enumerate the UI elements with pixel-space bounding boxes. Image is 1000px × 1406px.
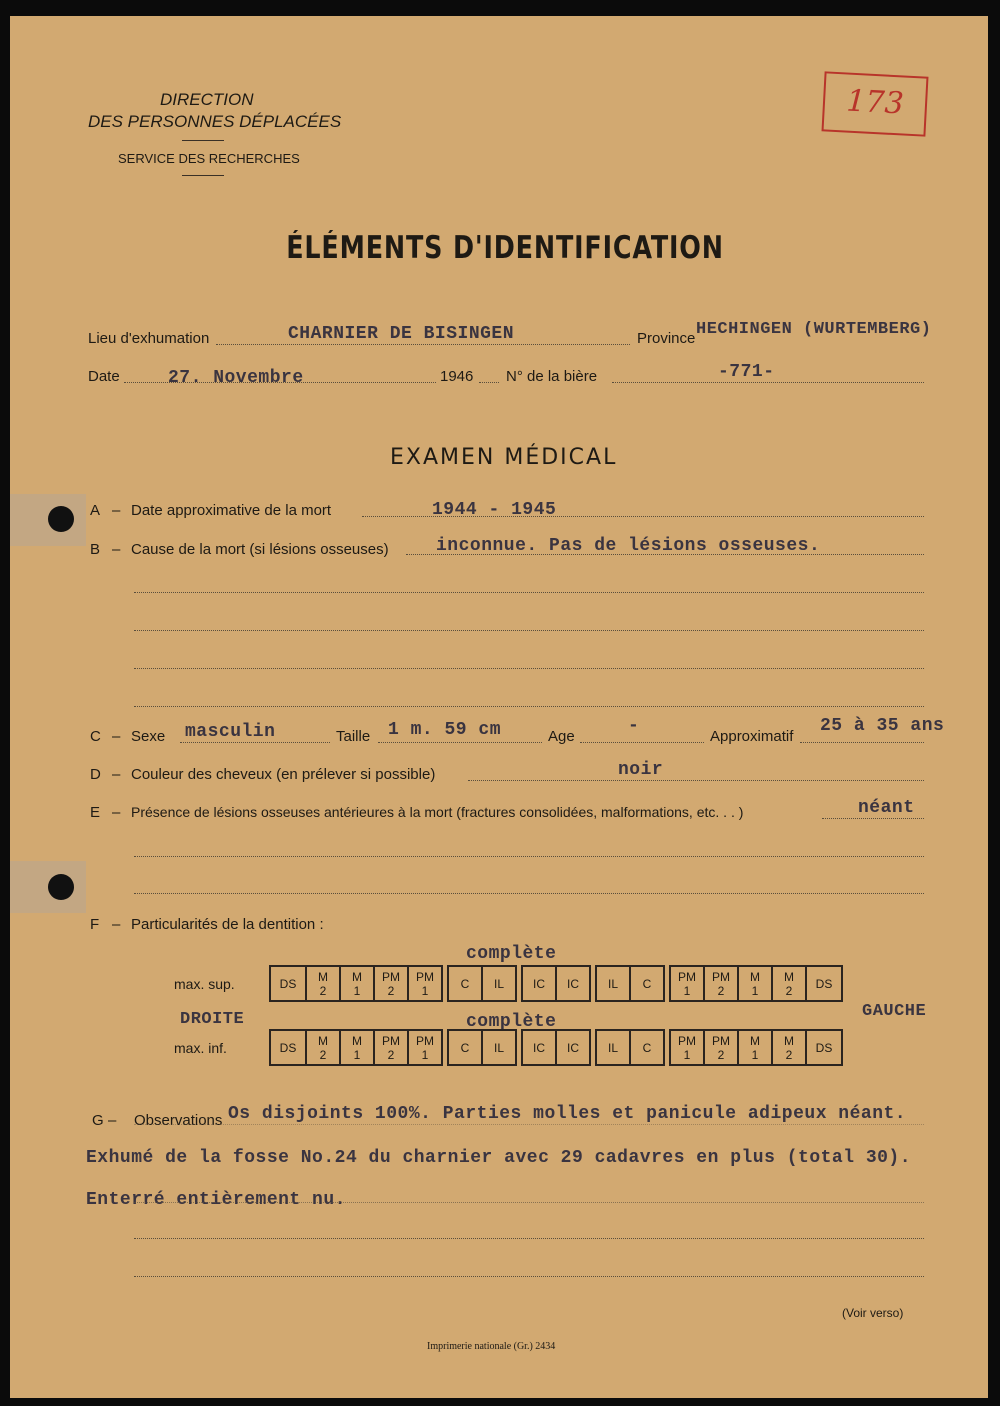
tooth-code: C <box>460 976 470 991</box>
age-dots <box>580 742 704 743</box>
biere-label: N° de la bière <box>506 368 598 385</box>
sup-tooth-cell <box>374 966 408 1001</box>
section-e-dots <box>822 818 924 819</box>
year-dots <box>479 382 499 383</box>
sup-tooth-cell <box>596 966 630 1001</box>
section-a-letter: A <box>90 502 101 519</box>
approx-dots <box>800 742 924 743</box>
header-direction: DIRECTION <box>160 90 254 109</box>
approx-label: Approximatif <box>710 728 794 745</box>
tooth-code: IL <box>607 976 618 991</box>
tooth-code: IL <box>493 1040 504 1055</box>
tooth-code: M <box>750 969 760 984</box>
header-rule <box>182 140 224 141</box>
sup-tooth-cell <box>630 966 664 1001</box>
inf-tooth-cell <box>374 1030 408 1065</box>
section-f-label: Particularités de la dentition : <box>131 916 324 933</box>
section-d-dots <box>468 780 924 781</box>
date-value: 27. Novembre <box>168 368 304 388</box>
tooth-number: 1 <box>751 1047 759 1062</box>
inf-tooth-cell <box>408 1030 442 1065</box>
inf-tooth-cell <box>270 1030 306 1065</box>
dash: – <box>108 1112 117 1129</box>
tooth-code: PM <box>416 969 434 984</box>
droite-label: DROITE <box>180 1010 245 1029</box>
tooth-number: 1 <box>421 983 429 998</box>
section-e-value: néant <box>858 798 915 818</box>
dash: – <box>112 916 121 933</box>
taille-label: Taille <box>336 728 371 745</box>
dash: – <box>112 766 121 783</box>
blank-line <box>134 592 924 593</box>
punch-hole <box>48 874 74 900</box>
form-sheet <box>10 16 988 1398</box>
lieu-dots <box>216 344 630 345</box>
lieu-label: Lieu d'exhumation <box>88 330 210 347</box>
tooth-code: M <box>318 1033 328 1048</box>
tooth-code: IC <box>567 976 579 991</box>
sexe-label: Sexe <box>131 728 166 745</box>
tooth-number: 2 <box>387 983 395 998</box>
inf-tooth-cell <box>522 1030 556 1065</box>
header-service: SERVICE DES RECHERCHES <box>118 151 300 166</box>
lieu-value: CHARNIER DE BISINGEN <box>288 324 515 344</box>
section-e-label: Présence de lésions osseuses antérieures à la mort (fractures consolidées, malformations, etc. . . ) <box>131 804 744 820</box>
tooth-code: DS <box>815 1040 833 1055</box>
year-value: 1946 <box>440 368 474 385</box>
sup-tooth-cell <box>448 966 482 1001</box>
section-g-letter: G <box>92 1112 104 1129</box>
tooth-code: IL <box>493 976 504 991</box>
imprimerie: Imprimerie nationale (Gr.) 2434 <box>427 1341 556 1352</box>
sup-tooth-cell <box>306 966 340 1001</box>
inf-tooth-cell <box>448 1030 482 1065</box>
sup-label: max. sup. <box>174 976 235 992</box>
tooth-code: C <box>460 1040 470 1055</box>
section-e-letter: E <box>90 804 101 821</box>
tooth-code: M <box>750 1033 760 1048</box>
tooth-code: IC <box>533 976 545 991</box>
tooth-number: 2 <box>785 983 793 998</box>
inf-tooth-cell <box>556 1030 590 1065</box>
tooth-code: PM <box>712 1033 730 1048</box>
inf-tooth-cell <box>772 1030 806 1065</box>
blank-line <box>134 856 924 857</box>
tooth-code: IC <box>567 1040 579 1055</box>
approx-value: 25 à 35 ans <box>820 716 945 736</box>
tooth-number: 2 <box>387 1047 395 1062</box>
exam-title: EXAMEN MÉDICAL <box>390 445 618 470</box>
sup-tooth-cell <box>482 966 516 1001</box>
inf-tooth-cell <box>704 1030 738 1065</box>
sup-tooth-cell <box>270 966 306 1001</box>
sup-tooth-cell <box>806 966 842 1001</box>
section-c-letter: C <box>90 728 101 745</box>
tooth-code: M <box>352 1033 362 1048</box>
tooth-number: 1 <box>353 983 361 998</box>
age-label: Age <box>548 728 575 745</box>
blank-line <box>134 668 924 669</box>
teeth-table-inf <box>269 1029 843 1066</box>
teeth-table-sup <box>269 965 843 1002</box>
inf-note: complète <box>466 1012 557 1032</box>
tooth-code: IC <box>533 1040 545 1055</box>
sup-tooth-cell <box>772 966 806 1001</box>
blank-line <box>134 1202 924 1203</box>
page-title: ÉLÉMENTS D'IDENTIFICATION <box>286 230 724 266</box>
tooth-number: 2 <box>717 1047 725 1062</box>
tooth-code: M <box>784 1033 794 1048</box>
section-a-label: Date approximative de la mort <box>131 502 332 519</box>
tooth-code: C <box>642 976 652 991</box>
tooth-number: 1 <box>683 1047 691 1062</box>
tooth-code: PM <box>416 1033 434 1048</box>
inf-tooth-cell <box>340 1030 374 1065</box>
dash: – <box>112 804 121 821</box>
voir-verso: (Voir verso) <box>842 1306 904 1320</box>
section-d-value: noir <box>618 760 664 780</box>
section-d-letter: D <box>90 766 101 783</box>
taille-dots <box>378 742 542 743</box>
inf-tooth-cell <box>482 1030 516 1065</box>
tooth-code: M <box>784 969 794 984</box>
dash: – <box>112 502 121 519</box>
tooth-number: 1 <box>421 1047 429 1062</box>
inf-tooth-cell <box>630 1030 664 1065</box>
tooth-code: C <box>642 1040 652 1055</box>
inf-tooth-cell <box>806 1030 842 1065</box>
gauche-label: GAUCHE <box>862 1002 927 1021</box>
tooth-number: 1 <box>353 1047 361 1062</box>
sup-tooth-cell <box>522 966 556 1001</box>
archive-stamp <box>822 71 929 136</box>
tooth-code: DS <box>815 976 833 991</box>
section-b-label: Cause de la mort (si lésions osseuses) <box>131 541 389 558</box>
inf-label: max. inf. <box>174 1040 227 1056</box>
tooth-code: PM <box>678 969 696 984</box>
sup-note: complète <box>466 944 557 964</box>
tooth-code: DS <box>279 976 297 991</box>
header-rule <box>182 175 224 176</box>
section-g-label: Observations <box>134 1112 223 1129</box>
observation-line-3: Enterré entièrement nu. <box>86 1190 346 1210</box>
tooth-number: 2 <box>717 983 725 998</box>
section-a-value: 1944 - 1945 <box>432 500 557 520</box>
sup-tooth-cell <box>670 966 704 1001</box>
tooth-code: M <box>318 969 328 984</box>
inf-tooth-cell <box>596 1030 630 1065</box>
section-d-label: Couleur des cheveux (en prélever si possible) <box>131 766 436 783</box>
biere-value: -771- <box>718 362 775 382</box>
dash: – <box>112 541 121 558</box>
observation-line-2: Exhumé de la fosse No.24 du charnier avec 29 cadavres en plus (total 30). <box>86 1148 912 1168</box>
inf-tooth-cell <box>738 1030 772 1065</box>
sexe-dots <box>180 742 330 743</box>
observation-line-1: Os disjoints 100%. Parties molles et panicule adipeux néant. <box>228 1104 907 1124</box>
sup-tooth-cell <box>408 966 442 1001</box>
section-b-value: inconnue. Pas de lésions osseuses. <box>436 536 821 556</box>
date-label: Date <box>88 368 120 385</box>
taille-value: 1 m. 59 cm <box>388 720 502 740</box>
tooth-code: PM <box>382 969 400 984</box>
province-value: HECHINGEN (WURTEMBERG) <box>696 320 932 339</box>
tooth-number: 1 <box>683 983 691 998</box>
age-value: - <box>628 716 640 736</box>
blank-line <box>134 630 924 631</box>
sup-tooth-cell <box>556 966 590 1001</box>
sup-tooth-cell <box>738 966 772 1001</box>
stamp-number: 173 <box>845 83 905 122</box>
tooth-code: IL <box>607 1040 618 1055</box>
inf-tooth-cell <box>670 1030 704 1065</box>
blank-line <box>134 1276 924 1277</box>
blank-line <box>134 706 924 707</box>
blank-line <box>134 1124 924 1125</box>
section-f-letter: F <box>90 916 100 933</box>
tooth-code: M <box>352 969 362 984</box>
tooth-code: DS <box>279 1040 297 1055</box>
tooth-code: PM <box>678 1033 696 1048</box>
sup-tooth-cell <box>340 966 374 1001</box>
header-org: DES PERSONNES DÉPLACÉES <box>88 112 342 131</box>
tooth-number: 1 <box>751 983 759 998</box>
inf-tooth-cell <box>306 1030 340 1065</box>
province-label: Province <box>637 330 696 347</box>
blank-line <box>134 893 924 894</box>
tooth-number: 2 <box>319 1047 327 1062</box>
tooth-code: PM <box>382 1033 400 1048</box>
tooth-code: PM <box>712 969 730 984</box>
section-b-letter: B <box>90 541 101 558</box>
blank-line <box>134 1238 924 1239</box>
biere-dots <box>612 382 924 383</box>
tooth-number: 2 <box>785 1047 793 1062</box>
tooth-number: 2 <box>319 983 327 998</box>
dash: – <box>112 728 121 745</box>
sexe-value: masculin <box>185 722 276 742</box>
sup-tooth-cell <box>704 966 738 1001</box>
punch-hole <box>48 506 74 532</box>
